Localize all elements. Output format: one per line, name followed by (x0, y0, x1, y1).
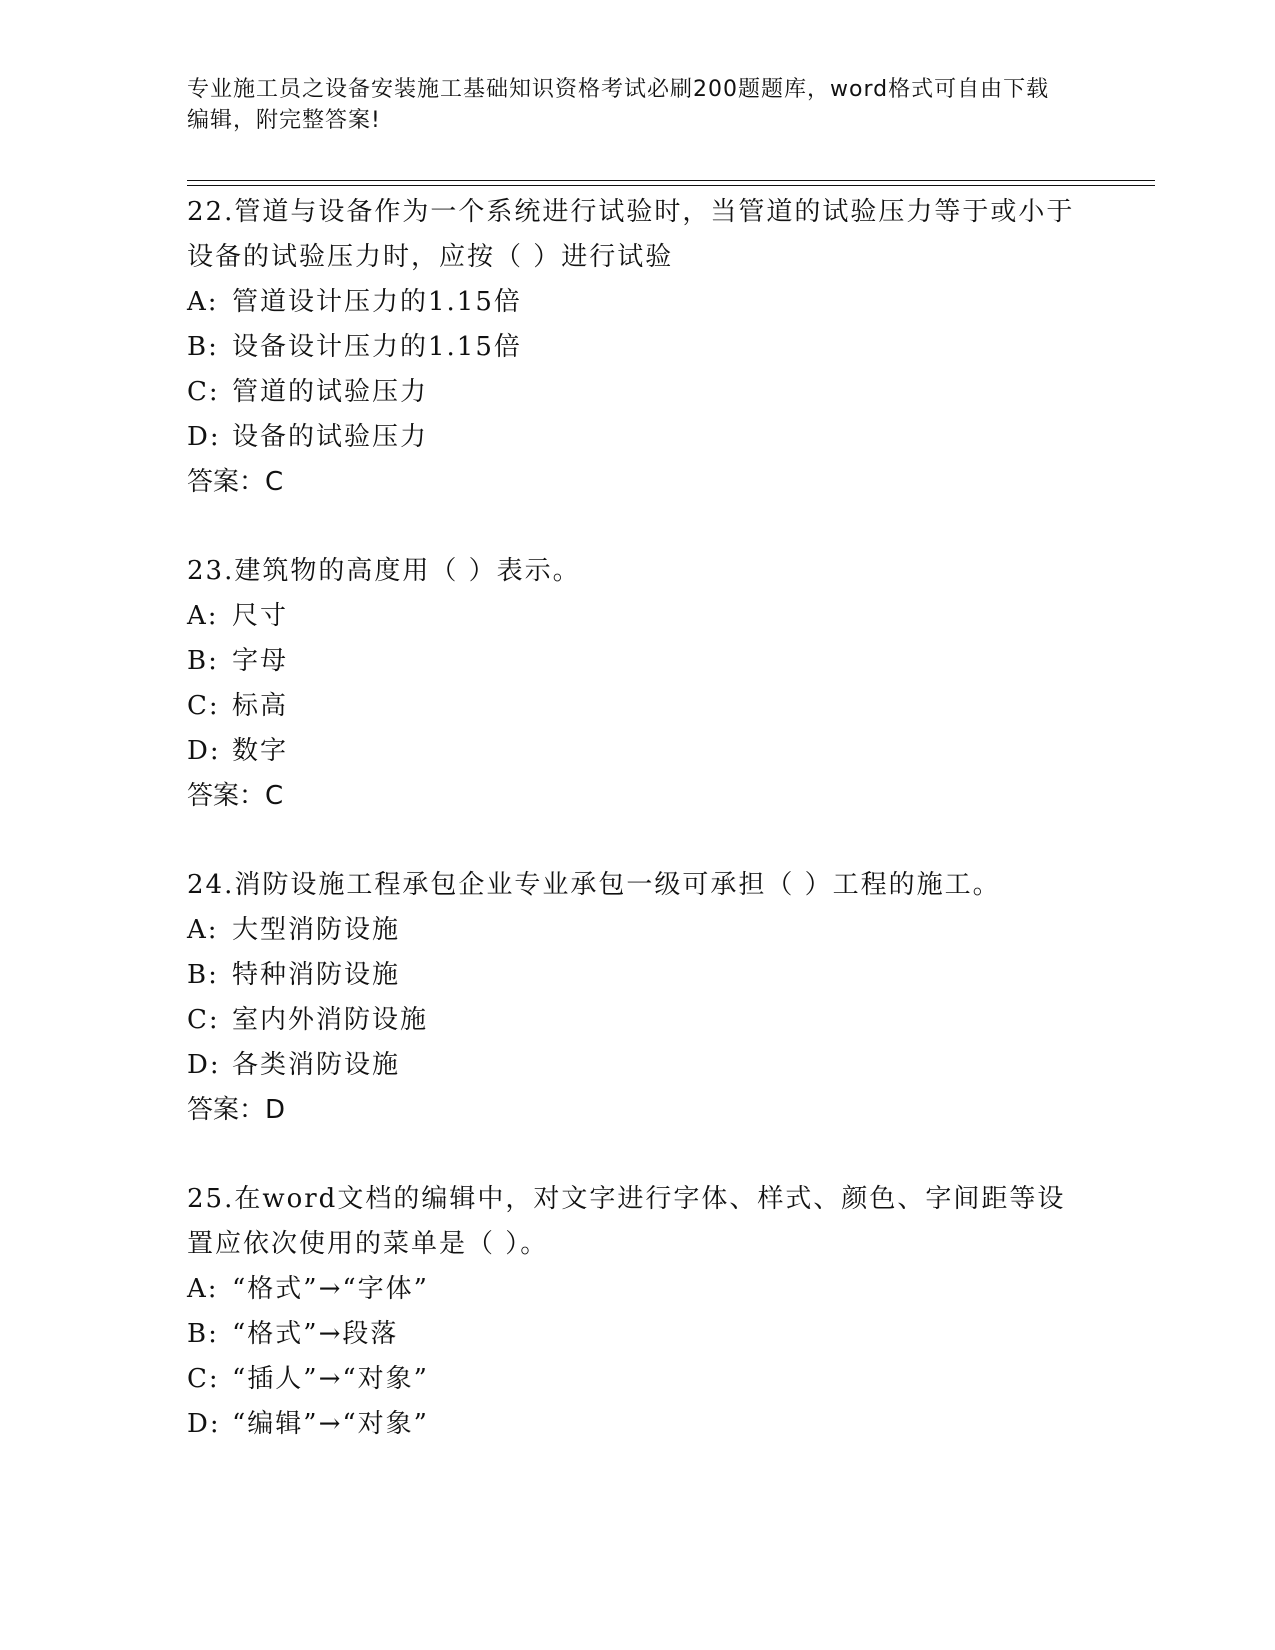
option-text: 标高 (232, 691, 289, 721)
question-stem: 25.在word文档的编辑中，对文字进行字体、样式、颜色、字间距等设置应依次使用的菜单是（ ）。 (187, 1184, 1066, 1259)
option-b (187, 1312, 1087, 1357)
option-letter: C: (187, 1005, 220, 1035)
option-a (187, 1267, 1087, 1312)
option-letter: D: (187, 736, 221, 766)
option-c (187, 370, 1087, 415)
header-divider-bottom (187, 185, 1155, 186)
option-letter: A: (187, 601, 219, 631)
option-c (187, 684, 1087, 729)
option-d (187, 1043, 1087, 1088)
document-header: 专业施工员之设备安装施工基础知识资格考试必刷200题题库，word格式可自由下载编辑，附完整答案! (187, 77, 1050, 133)
option-letter: A: (187, 915, 219, 945)
question-22 (187, 190, 1087, 505)
option-text: “格式”→段落 (232, 1319, 399, 1349)
option-letter: B: (187, 960, 219, 990)
option-letter: B: (187, 1319, 219, 1349)
option-letter: B: (187, 332, 219, 362)
option-d (187, 1402, 1087, 1447)
option-c (187, 998, 1087, 1043)
option-a (187, 280, 1087, 325)
option-b (187, 639, 1087, 684)
header-divider-top (187, 180, 1155, 181)
option-text: 特种消防设施 (232, 960, 401, 990)
option-d (187, 415, 1087, 460)
option-text: 设备的试验压力 (232, 422, 429, 452)
option-text: “格式”→“字体” (232, 1274, 429, 1304)
question-stem: 24.消防设施工程承包企业专业承包一级可承担（ ）工程的施工。 (187, 870, 1001, 900)
question-24 (187, 863, 1087, 1133)
option-letter: C: (187, 377, 220, 407)
option-letter: D: (187, 1050, 221, 1080)
question-23 (187, 549, 1087, 819)
question-stem: 23.建筑物的高度用（ ）表示。 (187, 556, 581, 586)
option-letter: C: (187, 1364, 220, 1394)
option-text: 各类消防设施 (232, 1050, 401, 1080)
option-d (187, 729, 1087, 774)
option-letter: A: (187, 287, 219, 317)
option-letter: D: (187, 1409, 221, 1439)
question-list (187, 190, 1087, 1491)
option-a (187, 594, 1087, 639)
option-b (187, 953, 1087, 998)
option-text: 设备设计压力的1.15倍 (232, 332, 522, 362)
option-letter: A: (187, 1274, 219, 1304)
answer: 答案：D (187, 1095, 286, 1125)
option-c (187, 1357, 1087, 1402)
option-text: 数字 (232, 736, 289, 766)
answer: 答案：C (187, 467, 284, 497)
option-text: 管道设计压力的1.15倍 (232, 287, 522, 317)
option-text: “插人”→“对象” (232, 1364, 429, 1394)
question-stem: 22.管道与设备作为一个系统进行试验时，当管道的试验压力等于或小于设备的试验压力时，应按（ ）进行试验 (187, 197, 1075, 272)
option-text: 大型消防设施 (232, 915, 401, 945)
answer: 答案：C (187, 781, 284, 811)
option-letter: D: (187, 422, 221, 452)
option-text: 管道的试验压力 (232, 377, 429, 407)
option-text: 字母 (232, 646, 289, 676)
option-letter: C: (187, 691, 220, 721)
option-text: 尺寸 (232, 601, 289, 631)
option-letter: B: (187, 646, 219, 676)
option-b (187, 325, 1087, 370)
option-text: 室内外消防设施 (232, 1005, 429, 1035)
option-text: “编辑”→“对象” (232, 1409, 429, 1439)
option-a (187, 908, 1087, 953)
question-25 (187, 1177, 1087, 1447)
